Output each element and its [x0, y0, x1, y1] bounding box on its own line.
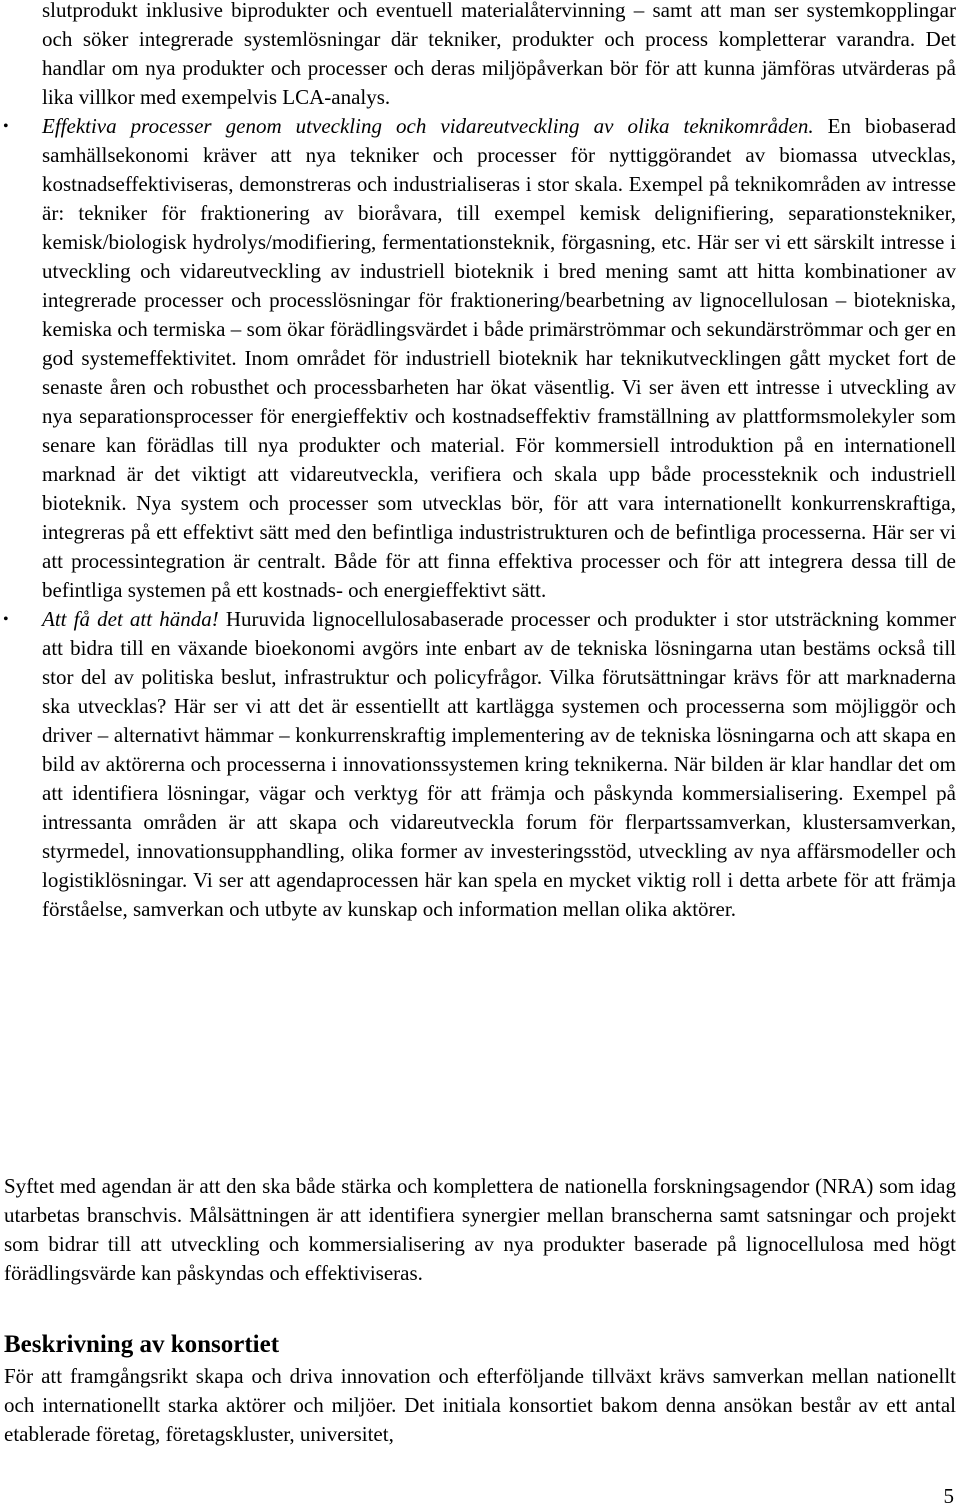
intro-text: slutprodukt inklusive biprodukter och eventuell materialåtervinning – samt att man ser systemkopplingar och söker integrerade systemlösningar där tekniker, produkter och process kompletterar varandra. Det handlar om nya produkter och processer och deras miljöpåverkan bör för att kunna jämföras utvärderas på lika villkor med exempelvis LCA-analys. [42, 0, 956, 109]
list-item-make-it-happen [0, 605, 956, 924]
purpose-paragraph: Syftet med agendan är att den ska både stärka och komplettera de nationella forskningsagendor (NRA) som idag utarbetas branschvis. Målsättningen är att identifiera synergier mellan branscherna samt satsningar och projekt som bidrar till att utveckling och kommersialisering av nya produkter baserade på lignocellulosa med högt förädlingsvärde kan påskyndas och effektiviseras. [4, 1174, 956, 1285]
page-number: 5 [943, 1484, 954, 1508]
section-heading: Beskrivning av konsortiet [4, 1331, 280, 1358]
list-item-lead: Effektiva processer genom utveckling och vidareutveckling av olika teknikområden. [42, 114, 814, 138]
consortium-paragraph: För att framgångsrikt skapa och driva innovation och efterföljande tillväxt krävs samverkan mellan nationellt och internationellt starka aktörer och miljöer. Det initiala konsortiet bakom denna ansökan består av ett antal etablerade företag, företagskluster, universitet, [4, 1364, 956, 1446]
list-item-effective-processes [0, 112, 956, 605]
bullet-icon: • [3, 611, 9, 628]
list-item-body: Huruvida lignocellulosabaserade processer och produkter i stor utsträckning kommer att bidra till en växande bioekonomi avgörs inte enbart av de tekniska lösningarna utan bestäms också till stor del av politiska beslut, infrastruktur och policyfrågor. Vilka förutsättningar krävs för att marknaderna ska utvecklas? Här ser vi att det är essentiellt att kartlägga systemen och processerna som möjliggör och driver – alternativt hämmar – konkurrenskraftig implementering av de tekniska lösningarna och att skapa en bild av aktörerna och processerna i innovationssystemen kring teknikerna. När bilden är klar handlar det om att identifiera lösningar, vägar och verktyg för att främja och påskynda kommersialisering. Exempel på intressanta områden är att skapa och vidareutveckla forum för flerpartssamverkan, klustersamverkan, styrmedel, innovationsupphandling, olika former av investeringsstöd, utveckling av nya affärsmodeller och logistiklösningar. Vi ser att agendaprocessen här kan spela en mycket viktig roll i detta arbete för att främja förståelse, samverkan och utbyte av kunskap och information mellan olika aktörer. [42, 607, 956, 921]
list-item-intro [0, 0, 956, 112]
list-item-body: En biobaserad samhällsekonomi kräver att nya tekniker och processer för nyttiggörandet av biomassa utvecklas, kostnadseffektiviseras, demonstreras och industrialiseras i stor skala. Exempel på teknikområden av intresse är: tekniker för fraktionering av bioråvara, till exempel kemisk delignifiering, separationstekniker, kemisk/biologisk hydrolys/modifiering, fermentationsteknik, förgasning, etc. Här ser vi ett särskilt intresse i utveckling och vidareutveckling av industriell bioteknik i bred mening samt att hitta kombinationer av integrerade processer och processlösningar för fraktionering/bearbetning av lignocellulosan – biotekniska, kemiska och termiska – som ökar förädlingsvärdet i både primärströmmar och sekundärströmmar och ger en god systemeffektivitet. Inom området för industriell bioteknik har teknikutvecklingen gått mycket fort de senaste åren och robusthet och processbarheten har ökat väsentlig. Vi ser även ett intresse i utveckling av nya separationsprocesser för energieffektiv och kostnadseffektiv framställning av plattformsmolekyler som senare kan förädlas till nya produkter och material. För kommersiell introduktion på en internationell marknad är det viktigt att vidareutveckla, verifiera och skala upp både processteknik och industriell bioteknik. Nya system och processer som utvecklas bör, för att vara internationellt konkurrenskraftiga, integreras på ett effektivt sätt med den befintliga industristrukturen och de befintliga processerna. Här ser vi att processintegration är centralt. Både för att finna effektiva processer och för att integrera dessa till de befintliga systemen på ett kostnads- och energieffektivt sätt. [42, 114, 956, 602]
list-item-lead: Att få det att hända! [42, 607, 219, 631]
bullet-icon: • [3, 118, 9, 135]
